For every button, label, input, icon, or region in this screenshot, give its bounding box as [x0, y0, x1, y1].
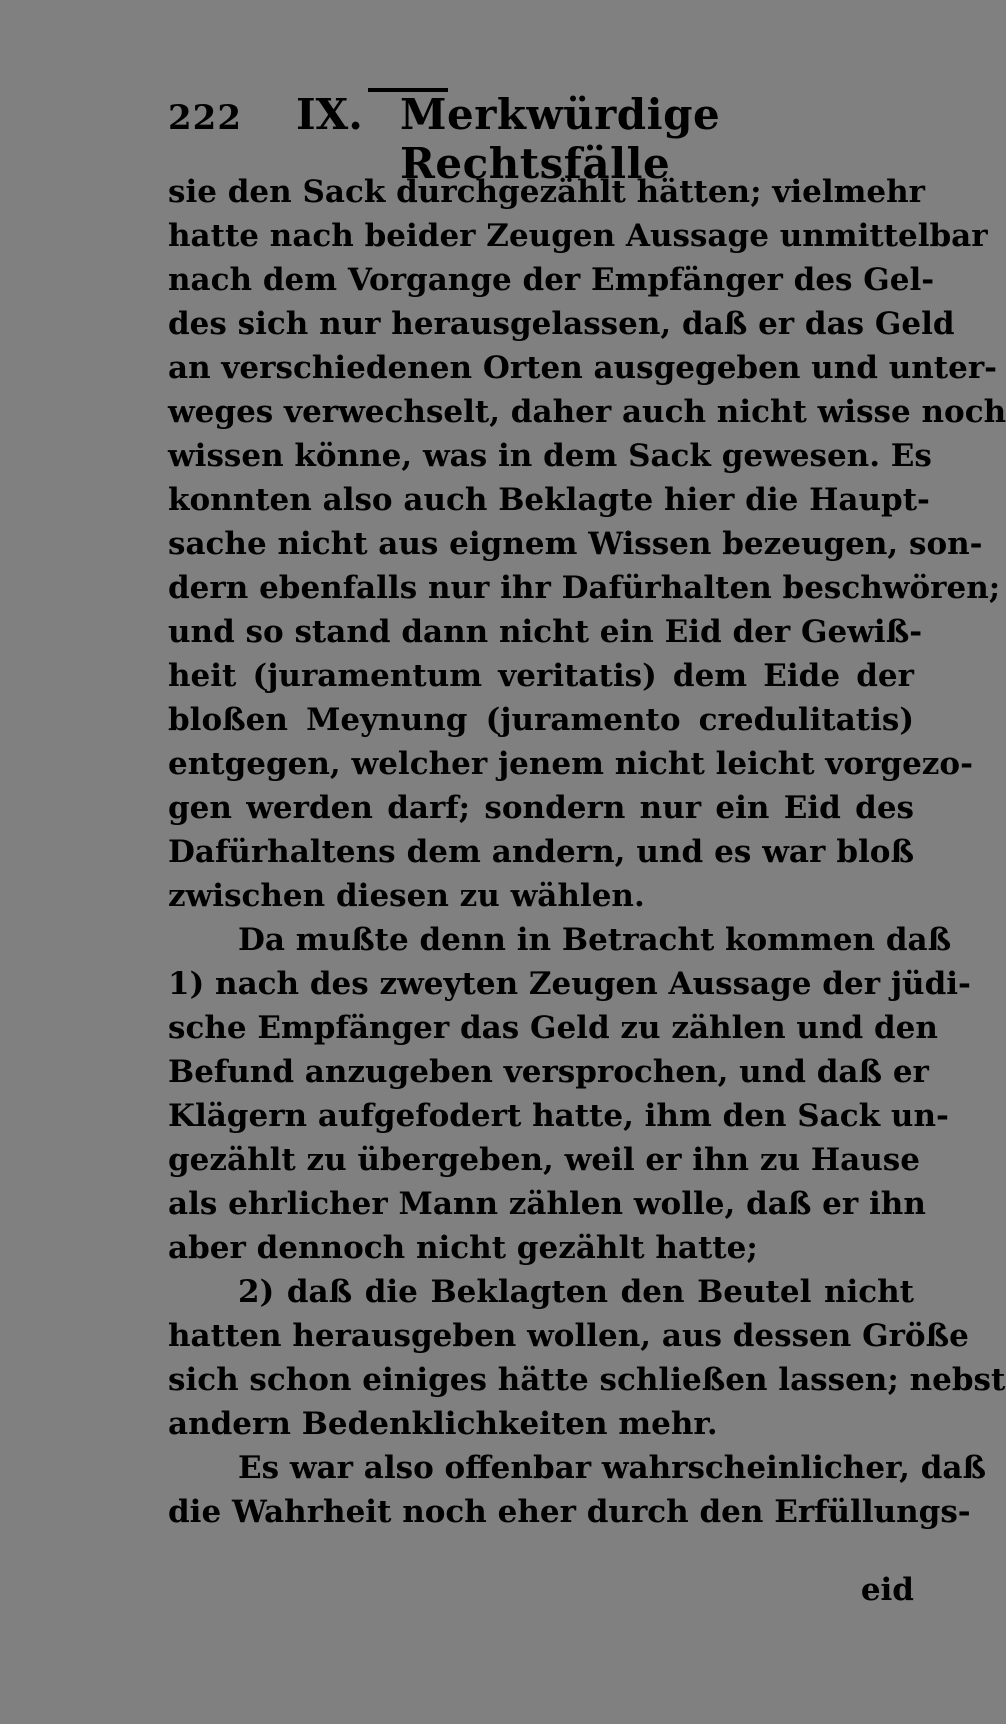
text-line: Klägern aufgefodert hatte, ihm den Sack un- — [168, 1098, 949, 1134]
text-line: gezählt zu übergeben, weil er ihn zu Hause — [168, 1142, 920, 1178]
catchword: eid — [860, 1572, 914, 1608]
text-line: heit (juramentum veritatis) dem Eide der — [168, 658, 914, 694]
text-line: wissen könne, was in dem Sack gewesen. Es — [168, 438, 932, 474]
page-header — [168, 88, 918, 188]
text-line: und so stand dann nicht ein Eid der Gewiß- — [168, 614, 923, 650]
text-line: konnten also auch Beklagte hier die Haupt- — [168, 482, 930, 518]
text-line: hatten herausgeben wollen, aus dessen Größe — [168, 1318, 969, 1354]
text-line: Da mußte denn in Betracht kommen daß — [238, 922, 952, 958]
text-line: 1) nach des zweyten Zeugen Aussage der jüdi- — [168, 966, 971, 1002]
text-line: die Wahrheit noch eher durch den Erfüllungs- — [168, 1494, 971, 1530]
text-line: als ehrlicher Mann zählen wolle, daß er ihn — [168, 1186, 926, 1222]
text-line: hatte nach beider Zeugen Aussage unmittelbar — [168, 218, 988, 254]
text-line: sache nicht aus eignem Wissen bezeugen, son- — [168, 526, 983, 562]
text-line: des sich nur herausgelassen, daß er das Geld — [168, 306, 955, 342]
text-line: sche Empfänger das Geld zu zählen und den — [168, 1010, 938, 1046]
text-line: entgegen, welcher jenem nicht leicht vorgezo- — [168, 746, 973, 782]
text-line: Es war also offenbar wahrscheinlicher, daß — [238, 1450, 987, 1486]
text-line: nach dem Vorgange der Empfänger des Gel- — [168, 262, 935, 298]
text-line: zwischen diesen zu wählen. — [168, 878, 645, 914]
text-line: sie den Sack durchgezählt hätten; vielmehr — [168, 174, 926, 210]
text-line: Dafürhaltens dem andern, und es war bloß — [168, 834, 914, 870]
text-line: bloßen Meynung (juramento credulitatis) — [168, 702, 914, 738]
text-line: gen werden darf; sondern nur ein Eid des — [168, 790, 914, 826]
page-number: 222 — [168, 98, 242, 138]
text-line: dern ebenfalls nur ihr Dafürhalten beschwören; — [168, 570, 1001, 606]
body-text — [168, 170, 1006, 1534]
text-line: sich schon einiges hätte schließen lassen; nebst — [168, 1362, 1006, 1398]
chapter-number: IX. — [296, 90, 363, 139]
text-line: weges verwechselt, daher auch nicht wisse noch — [168, 394, 1006, 430]
text-line: 2) daß die Beklagten den Beutel nicht — [238, 1274, 914, 1310]
text-line: an verschiedenen Orten ausgegeben und unter- — [168, 350, 998, 386]
text-line: aber dennoch nicht gezählt hatte; — [168, 1230, 758, 1266]
text-line: Befund anzugeben versprochen, und daß er — [168, 1054, 929, 1090]
text-line: andern Bedenklichkeiten mehr. — [168, 1406, 718, 1442]
running-title: Merkwürdige Rechtsfälle — [400, 90, 721, 188]
